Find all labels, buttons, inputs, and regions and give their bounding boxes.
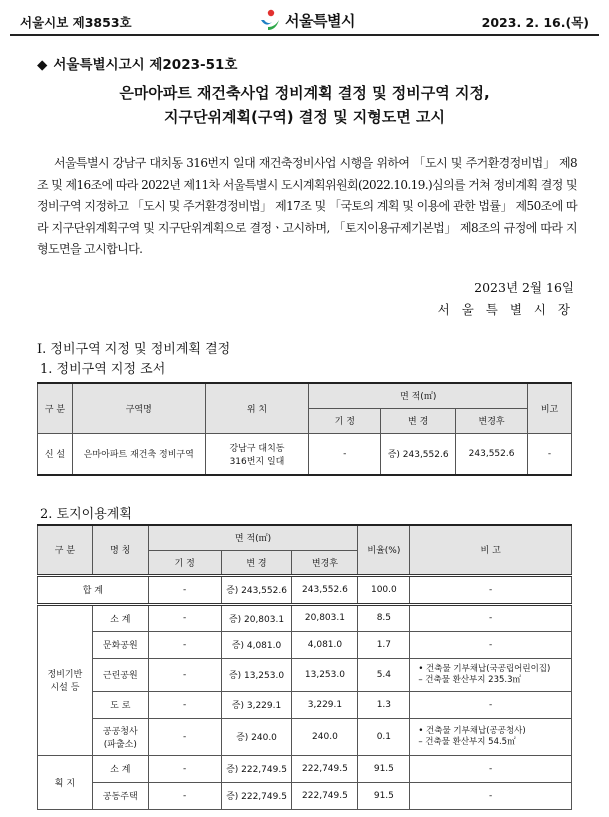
group-label-line1: 정비기반 — [47, 670, 83, 680]
cell-name: 공동주택 — [92, 782, 148, 809]
cell-ratio: 1.3 — [358, 691, 410, 718]
cell-category: 신 설 — [38, 433, 73, 475]
cell-ratio: 1.7 — [358, 631, 410, 658]
header-divider — [10, 34, 599, 36]
cell-existing: - — [148, 782, 221, 809]
table-row — [38, 631, 572, 658]
cell-name: 소 계 — [92, 755, 148, 782]
table-row — [38, 782, 572, 809]
cell-ratio: 0.1 — [358, 718, 410, 755]
cell-location — [205, 433, 309, 475]
note-line1: • 건축물 기부채납(공공청사) — [418, 725, 526, 736]
cell-note — [410, 658, 572, 691]
zone-designation-table — [37, 382, 572, 476]
notice-label-text: 서울특별시고시 제2023-51호 — [53, 57, 238, 73]
header-location: 위 치 — [205, 383, 309, 433]
header-area: 면 적(㎡) — [309, 383, 528, 408]
header-existing: 기 정 — [148, 550, 221, 575]
header-change: 변 경 — [381, 408, 456, 433]
notice-body: 서울특별시 강남구 대치동 316번지 일대 재건축정비사업 시행을 위하여 「도시 및 주거환경정비법」 제8조 및 제16조에 따라 2022년 제11차 서울특별시 도시계획위원회(2022.10.19.)심의를 거쳐 정비계획 결정 및 정비구역 지정하고 「도시 및 주거환경정비법」 제17조 및 「국토의 계획 및 이용에 관한 법률」 제50조에 따라 지구단위계획구역 및 지구단위계획으로 결정ㆍ고시하며, 「토지이용규제기본법」 제8조의 규정에 따라 지형도면을 고시합니다. — [37, 156, 577, 256]
cell-name: 문화공원 — [92, 631, 148, 658]
note-line2: – 건축물 환산부지 235.3㎡ — [418, 674, 521, 685]
diamond-icon: ◆ — [37, 57, 48, 73]
header-name: 명 칭 — [92, 525, 148, 575]
cell-ratio: 8.5 — [358, 604, 410, 631]
note-line1: • 건축물 기부채납(국공립어린이집) — [418, 663, 551, 674]
notice-title-line2: 지구단위계획(구역) 결정 및 지형도면 고시 — [164, 108, 445, 126]
page-header — [0, 0, 609, 40]
seoul-logo — [258, 7, 355, 33]
cell-change: 증) 243,552.6 — [221, 575, 292, 604]
land-use-table — [37, 524, 572, 810]
cell-after: 243,552.6 — [292, 575, 358, 604]
header-category: 구 분 — [38, 383, 73, 433]
cell-name: 도 로 — [92, 691, 148, 718]
note-line2: – 건축물 환산부지 54.5㎡ — [418, 736, 516, 747]
cell-existing: - — [148, 718, 221, 755]
section-heading: Ⅰ. 정비구역 지정 및 정비계획 결정 — [37, 342, 231, 357]
location-line1: 강남구 대치동 — [229, 443, 285, 454]
name-line1: 공공청사 — [102, 726, 138, 737]
cell-total-label: 합 계 — [38, 575, 149, 604]
header-note: 비 고 — [410, 525, 572, 575]
table-row-total — [38, 575, 572, 604]
cell-after: 240.0 — [292, 718, 358, 755]
cell-after: 243,552.6 — [456, 433, 528, 475]
issue-date: 2023. 2. 16.(목) — [481, 15, 589, 30]
table-row — [38, 433, 572, 475]
cell-existing: - — [148, 691, 221, 718]
group-label-line2: 시설 등 — [50, 683, 80, 693]
header-after: 변경후 — [456, 408, 528, 433]
cell-existing: - — [148, 575, 221, 604]
cell-existing: - — [148, 658, 221, 691]
cell-note: - — [410, 755, 572, 782]
subsection-heading-1: 1. 정비구역 지정 조서 — [40, 362, 166, 377]
header-note: 비고 — [528, 383, 572, 433]
cell-change: 증) 20,803.1 — [221, 604, 292, 631]
table-row — [38, 604, 572, 631]
header-zone-name: 구역명 — [72, 383, 205, 433]
cell-after: 3,229.1 — [292, 691, 358, 718]
cell-change: 증) 243,552.6 — [381, 433, 456, 475]
cell-existing: - — [309, 433, 381, 475]
table-row — [38, 691, 572, 718]
cell-ratio: 91.5 — [358, 782, 410, 809]
table-row — [38, 755, 572, 782]
cell-ratio: 91.5 — [358, 755, 410, 782]
notice-date: 2023년 2월 16일 — [474, 280, 574, 295]
cell-change: 증) 222,749.5 — [221, 755, 292, 782]
header-category: 구 분 — [38, 525, 93, 575]
cell-after: 20,803.1 — [292, 604, 358, 631]
header-change: 변 경 — [221, 550, 292, 575]
notice-title-line1: 은마아파트 재건축사업 정비계획 결정 및 정비구역 지정, — [119, 84, 490, 102]
header-existing: 기 정 — [309, 408, 381, 433]
cell-note: - — [528, 433, 572, 475]
cell-note: - — [410, 575, 572, 604]
cell-group-lot: 획 지 — [38, 755, 93, 809]
cell-change: 증) 240.0 — [221, 718, 292, 755]
cell-note: - — [410, 604, 572, 631]
cell-group-infrastructure — [38, 604, 93, 755]
cell-note — [410, 718, 572, 755]
cell-change: 증) 13,253.0 — [221, 658, 292, 691]
seoul-logo-icon — [258, 8, 282, 32]
header-after: 변경후 — [292, 550, 358, 575]
cell-change: 증) 3,229.1 — [221, 691, 292, 718]
cell-name: 근린공원 — [92, 658, 148, 691]
notice-issuer: 서 울 특 별 시 장 — [437, 302, 574, 317]
cell-note: - — [410, 631, 572, 658]
cell-change: 증) 4,081.0 — [221, 631, 292, 658]
header-area: 면 적(㎡) — [148, 525, 358, 550]
cell-change: 증) 222,749.5 — [221, 782, 292, 809]
logo-text: 서울특별시 — [285, 11, 355, 30]
header-ratio: 비율(%) — [358, 525, 410, 575]
cell-after: 222,749.5 — [292, 782, 358, 809]
cell-ratio: 5.4 — [358, 658, 410, 691]
cell-zone-name: 은마아파트 재건축 정비구역 — [72, 433, 205, 475]
cell-existing: - — [148, 631, 221, 658]
name-line2: (파출소) — [103, 739, 137, 750]
cell-existing: - — [148, 755, 221, 782]
cell-existing: - — [148, 604, 221, 631]
issue-number: 서울시보 제3853호 — [20, 15, 132, 30]
cell-note: - — [410, 691, 572, 718]
cell-after: 222,749.5 — [292, 755, 358, 782]
table-row — [38, 658, 572, 691]
table-row — [38, 718, 572, 755]
cell-name — [92, 718, 148, 755]
cell-name: 소 계 — [92, 604, 148, 631]
cell-ratio: 100.0 — [358, 575, 410, 604]
notice-label — [37, 53, 237, 73]
cell-after: 4,081.0 — [292, 631, 358, 658]
location-line2: 316번지 일대 — [229, 456, 285, 467]
cell-note: - — [410, 782, 572, 809]
subsection-heading-2: 2. 토지이용계획 — [40, 507, 132, 522]
cell-after: 13,253.0 — [292, 658, 358, 691]
